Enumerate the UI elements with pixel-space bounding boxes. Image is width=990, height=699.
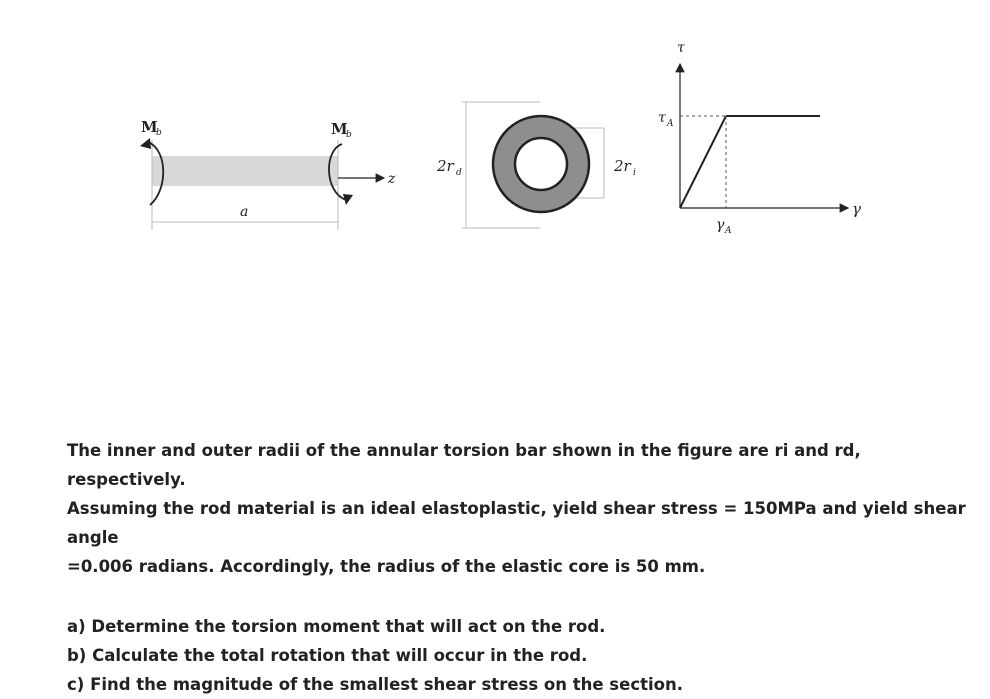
inner-diameter-subscript: i: [633, 168, 636, 178]
tau-axis-label: τ: [677, 40, 685, 56]
torsion-bar-diagram: [140, 118, 396, 230]
part-a: a) Determine the torsion moment that will act on the rod.: [67, 617, 606, 636]
left-moment-subscript: b: [156, 128, 162, 138]
yield-stress-label: τ: [658, 110, 666, 126]
yield-strain-subscript: A: [725, 226, 732, 236]
problem-statement: [67, 436, 982, 699]
stress-strain-diagram: [658, 40, 861, 236]
z-axis-label: z: [388, 171, 396, 187]
elastic-line: [680, 116, 726, 208]
problem-line-2: Assuming the rod material is an ideal elastoplastic, yield shear stress = 150MPa and yield shear angle: [67, 499, 966, 547]
outer-diameter-label: 2r: [437, 157, 454, 175]
left-moment-arrowhead-icon: [140, 138, 151, 149]
right-moment-arrowhead-icon: [343, 194, 353, 205]
inner-diameter-label: 2r: [614, 157, 631, 175]
left-moment-label: M: [141, 118, 158, 136]
problem-parts: [67, 612, 982, 699]
part-b: b) Calculate the total rotation that will occur in the rod.: [67, 646, 588, 665]
outer-diameter-subscript: d: [456, 168, 462, 178]
gamma-axis-label: γ: [852, 200, 861, 218]
right-moment-subscript: b: [346, 130, 352, 140]
yield-strain-label: γ: [716, 217, 725, 233]
length-label: a: [240, 204, 249, 220]
annular-section-diagram: [436, 102, 636, 228]
part-c: c) Find the magnitude of the smallest shear stress on the section.: [67, 675, 683, 694]
annulus-inner: [515, 138, 567, 190]
bar-body: [152, 156, 338, 186]
yield-stress-subscript: A: [667, 119, 674, 129]
right-moment-label: M: [331, 120, 348, 138]
problem-line-3: =0.006 radians. Accordingly, the radius of the elastic core is 50 mm.: [67, 557, 706, 576]
torsion-figure: [0, 0, 990, 260]
problem-line-1: The inner and outer radii of the annular torsion bar shown in the figure are ri and rd, respectively.: [67, 441, 861, 489]
